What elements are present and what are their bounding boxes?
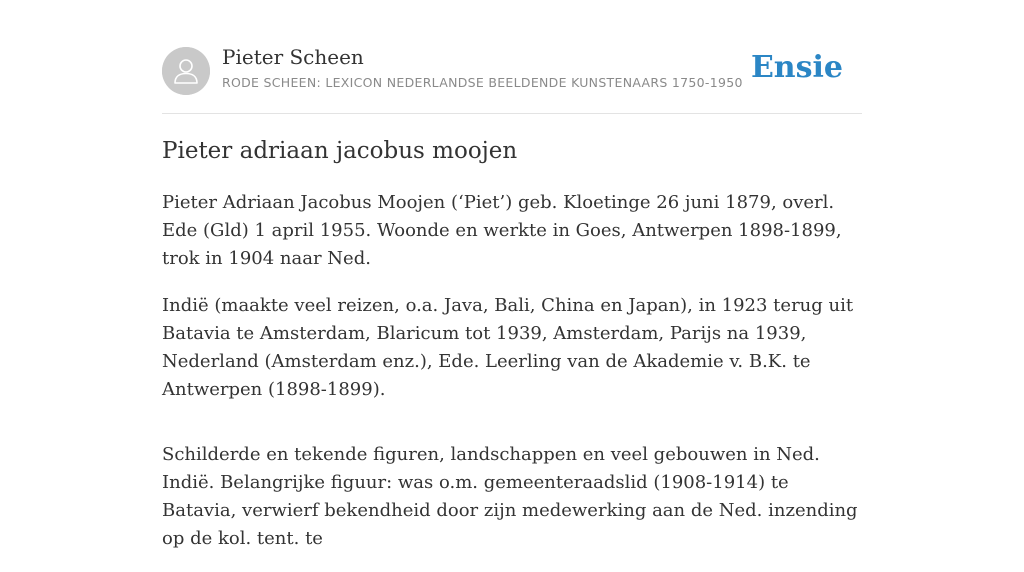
- article-header: [162, 0, 862, 114]
- paragraph: Pieter Adriaan Jacobus Moojen (‘Piet’) geb. Kloetinge 26 juni 1879, overl. Ede (Gld) 1 april 1955. Woonde en werkte in Goes, Antwerpen 1898-1899, trok in 1904 naar Ned.: [162, 192, 842, 269]
- article-container: [162, 0, 862, 549]
- paragraph: Schilderde en tekende figuren, landschappen en veel gebouwen in Ned. Indië. Belangrijke figuur: was o.m. gemeenteraadslid (1908-1914) te Batavia, verwierf bekendheid door zijn medewerking aan de Ned. inzending op de kol. tent. te: [162, 444, 858, 549]
- author-name[interactable]: Pieter Scheen: [222, 45, 364, 69]
- person-icon: [162, 47, 210, 95]
- article-title: Pieter adriaan jacobus moojen: [162, 138, 518, 164]
- source-title[interactable]: RODE SCHEEN: LEXICON NEDERLANDSE BEELDENDE KUNSTENAARS 1750-1950: [222, 75, 743, 90]
- brand-logo[interactable]: Ensie: [750, 50, 843, 85]
- paragraph: Indië (maakte veel reizen, o.a. Java, Bali, China en Japan), in 1923 terug uit Batavia te Amsterdam, Blaricum tot 1939, Amsterdam, Parijs na 1939, Nederland (Amsterdam enz.), Ede. Leerling van de Akademie v. B.K. te Antwerpen (1898-1899).: [162, 295, 854, 400]
- avatar[interactable]: [162, 47, 210, 95]
- article-body: [162, 189, 862, 572]
